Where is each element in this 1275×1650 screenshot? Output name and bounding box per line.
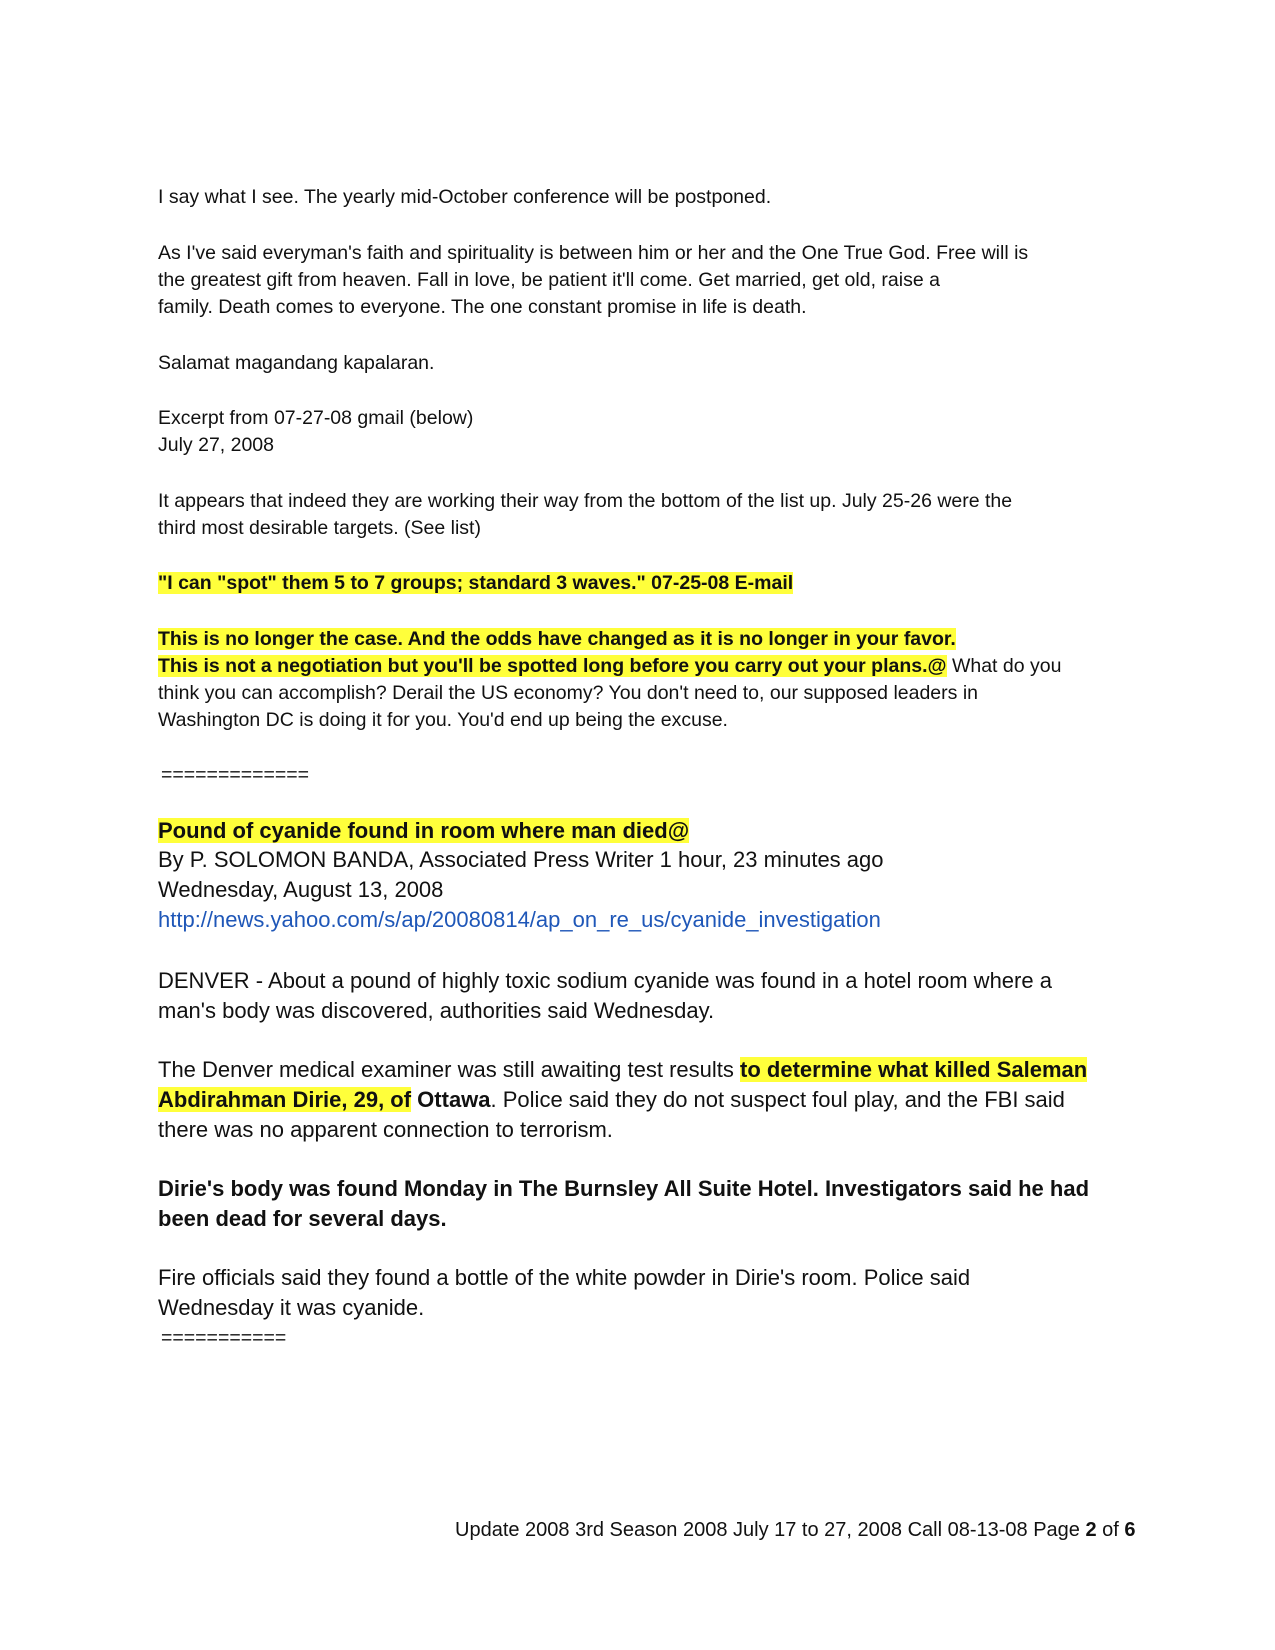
- warning-line-4: Washington DC is doing it for you. You'd end up being the excuse.: [158, 709, 728, 731]
- article-p1-line-1: DENVER - About a pound of highly toxic sodium cyanide was found in a hotel room where a: [158, 968, 1052, 993]
- quote-highlight: "I can "spot" them 5 to 7 groups; standard 3 waves." 07-25-08 E-mail: [158, 572, 794, 594]
- article-date: Wednesday, August 13, 2008: [158, 877, 444, 902]
- separator-2: ===========: [161, 1327, 287, 1349]
- faith-paragraph-line-3: family. Death comes to everyone. The one constant promise in life is death.: [158, 296, 807, 318]
- p2-plain: The Denver medical examiner was still awaiting test results: [158, 1057, 741, 1082]
- p2-rest: . Police said they do not suspect foul play, and the FBI said: [490, 1087, 1065, 1112]
- article-p2-line-2: [158, 1086, 1065, 1114]
- intro-text: I say what I see. The yearly mid-October conference will be postponed.: [158, 186, 772, 208]
- excerpt-source: Excerpt from 07-27-08 gmail (below): [158, 407, 474, 429]
- warning-bold-2: This is not a negotiation but you'll be spotted long before you carry out your plans.@: [158, 655, 947, 677]
- article-p4-line-1: Fire officials said they found a bottle of the white powder in Dirie's room. Police said: [158, 1265, 971, 1290]
- salutation-text: Salamat magandang kapalaran.: [158, 352, 435, 374]
- warning-line-1: [158, 627, 956, 651]
- faith-paragraph-line-2: the greatest gift from heaven. Fall in love, be patient it'll come. Get married, get old, raise a: [158, 269, 940, 291]
- warning-line-2: [158, 654, 1061, 678]
- article-p3-line-2: been dead for several days.: [158, 1206, 447, 1231]
- article-link[interactable]: http://news.yahoo.com/s/ap/20080814/ap_on_re_us/cyanide_investigation: [158, 907, 881, 932]
- list-paragraph-line-2: third most desirable targets. (See list): [158, 517, 481, 539]
- article-p2-line-3: there was no apparent connection to terrorism.: [158, 1117, 613, 1142]
- warning-line-3: think you can accomplish? Derail the US economy? You don't need to, our supposed leaders in: [158, 682, 978, 704]
- footer-page-number: 2: [1085, 1519, 1097, 1541]
- footer-page-total: 6: [1124, 1519, 1136, 1541]
- article-p2-line-1: [158, 1056, 1087, 1084]
- article-headline: [158, 817, 689, 845]
- article-byline: By P. SOLOMON BANDA, Associated Press Writer 1 hour, 23 minutes ago: [158, 847, 884, 872]
- footer-text: Update 2008 3rd Season 2008 July 17 to 27, 2008 Call 08-13-08 Page: [455, 1519, 1086, 1541]
- highlighted-quote: [158, 571, 793, 595]
- article-p3-line-1: Dirie's body was found Monday in The Burnsley All Suite Hotel. Investigators said he had: [158, 1176, 1090, 1201]
- faith-paragraph-line-1: As I've said everyman's faith and spirituality is between him or her and the One True God. Free will is: [158, 242, 1029, 264]
- footer-of: of: [1096, 1519, 1125, 1541]
- warning-rest: What do you: [946, 655, 1062, 677]
- p2-highlight-1: to determine what killed Saleman: [740, 1057, 1088, 1082]
- p2-bold-city: Ottawa: [411, 1087, 491, 1112]
- article-p1-line-2: man's body was discovered, authorities said Wednesday.: [158, 998, 715, 1023]
- headline-highlight: Pound of cyanide found in room where man died@: [158, 818, 690, 843]
- excerpt-date: July 27, 2008: [158, 434, 275, 456]
- list-paragraph-line-1: It appears that indeed they are working their way from the bottom of the list up. July 25-26 were the: [158, 490, 1013, 512]
- article-p4-line-2: Wednesday it was cyanide.: [158, 1295, 425, 1320]
- warning-bold-1: This is no longer the case. And the odds have changed as it is no longer in your favor.: [158, 628, 956, 650]
- page-footer: [455, 1517, 1136, 1543]
- p2-highlight-2: Abdirahman Dirie, 29, of: [158, 1087, 412, 1112]
- separator-1: =============: [161, 764, 310, 786]
